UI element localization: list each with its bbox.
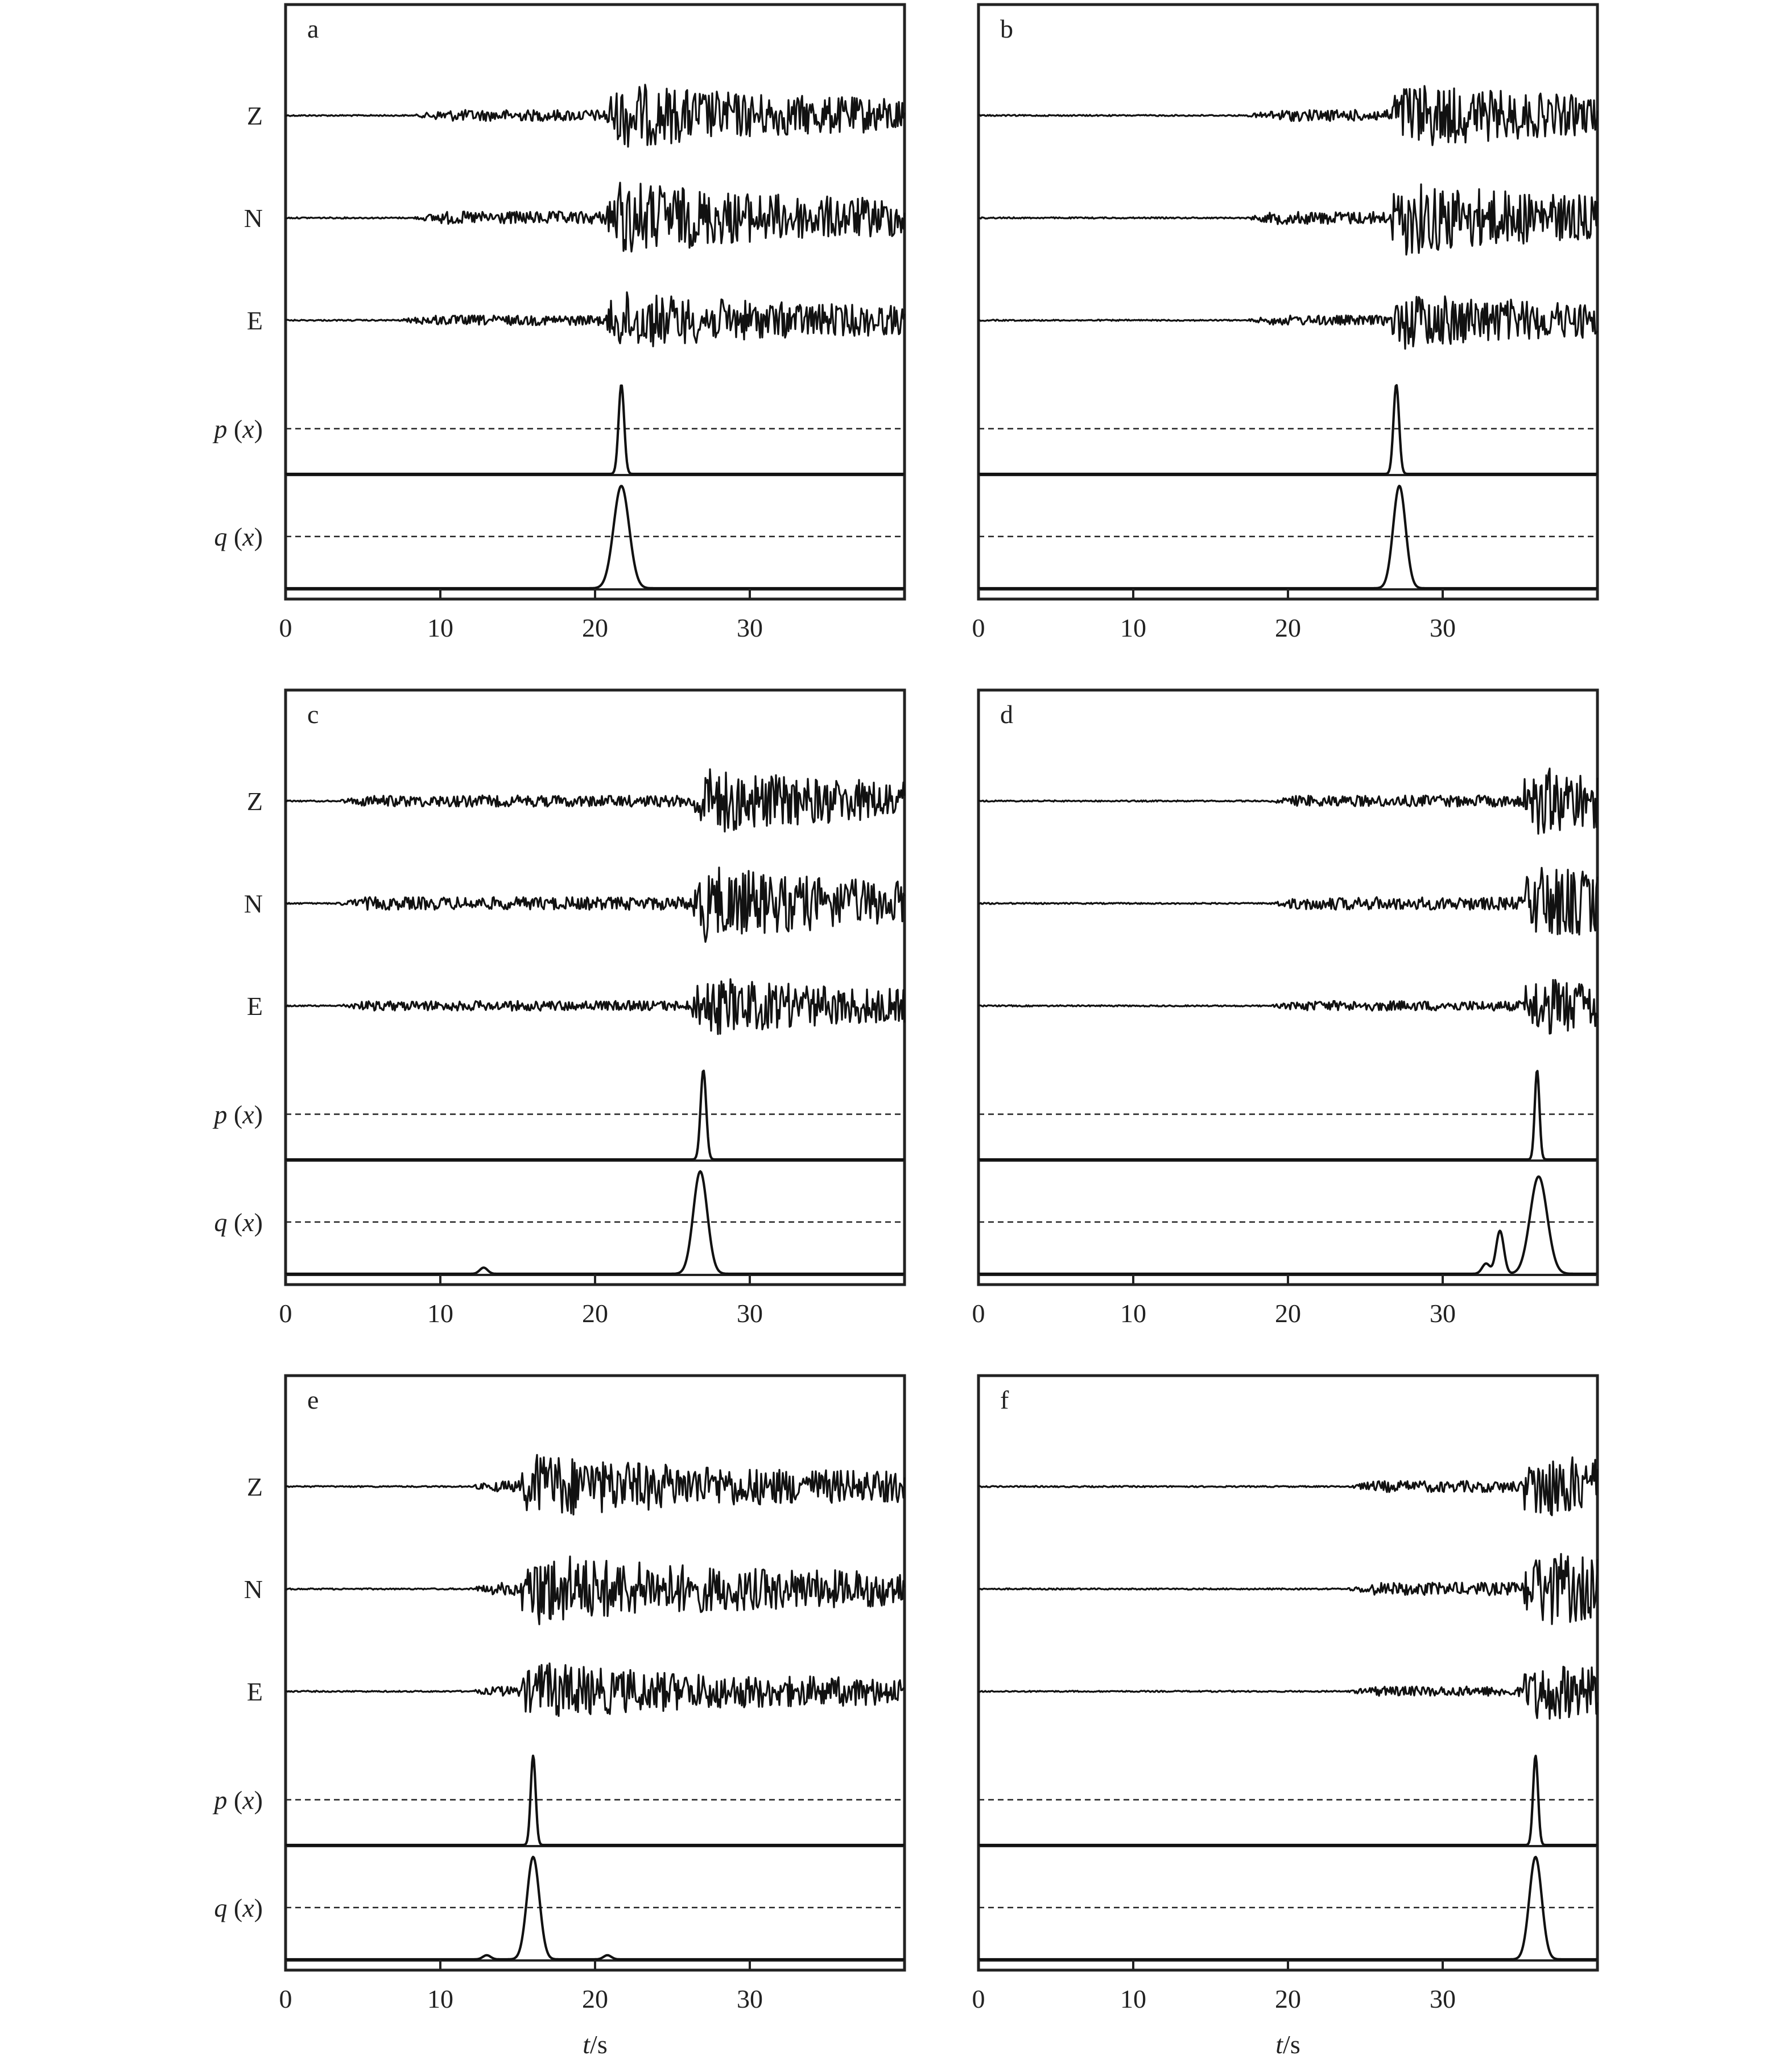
channel-label-Z: Z	[246, 1472, 263, 1501]
waveform-E	[978, 296, 1597, 349]
prob-curve-px	[978, 1071, 1597, 1159]
prob-curve-px	[286, 1071, 905, 1159]
waveform-N	[286, 1557, 905, 1624]
x-tick-label: 0	[279, 1984, 292, 2013]
channel-label-N: N	[243, 204, 263, 233]
panel-b	[972, 5, 1598, 642]
panel-c	[212, 690, 905, 1328]
panel-a	[212, 5, 905, 642]
x-tick-label: 10	[1120, 613, 1146, 642]
x-tick-label: 30	[737, 1299, 763, 1328]
waveform-E	[286, 292, 905, 346]
x-tick-label: 0	[972, 613, 985, 642]
channel-label-E: E	[246, 992, 263, 1021]
panel-letter: d	[1000, 700, 1013, 729]
panel-frame	[286, 5, 905, 599]
x-tick-label: 20	[1275, 1984, 1301, 2013]
waveform-E	[286, 1663, 905, 1716]
waveform-Z	[978, 86, 1597, 145]
waveform-N	[978, 184, 1597, 255]
panel-f	[972, 1376, 1598, 2059]
waveform-N	[978, 1554, 1597, 1624]
waveform-E	[978, 1667, 1597, 1719]
panel-frame	[286, 690, 905, 1285]
x-axis-label: t/s	[1275, 2030, 1300, 2059]
channel-label-E: E	[246, 306, 263, 335]
x-tick-label: 10	[1120, 1984, 1146, 2013]
x-tick-label: 30	[1430, 613, 1456, 642]
waveform-N	[286, 183, 905, 251]
x-tick-label: 20	[582, 613, 608, 642]
x-tick-label: 10	[1120, 1299, 1146, 1328]
panel-frame	[978, 690, 1597, 1285]
x-tick-label: 30	[1430, 1299, 1456, 1328]
prob-curve-qx	[978, 1177, 1597, 1274]
x-tick-label: 20	[1275, 613, 1301, 642]
x-tick-label: 0	[972, 1984, 985, 2013]
x-tick-label: 30	[737, 1984, 763, 2013]
panel-frame	[286, 1376, 905, 1970]
panel-d	[972, 690, 1598, 1328]
prob-curve-px	[286, 386, 905, 474]
x-tick-label: 20	[1275, 1299, 1301, 1328]
x-tick-label: 20	[582, 1984, 608, 2013]
panel-letter: c	[307, 700, 319, 729]
waveform-Z	[286, 1455, 905, 1514]
prob-label: q (x)	[214, 522, 263, 551]
channel-label-N: N	[243, 889, 263, 918]
prob-label: q (x)	[214, 1208, 263, 1237]
x-tick-label: 20	[582, 1299, 608, 1328]
panel-e	[212, 1376, 905, 2059]
x-tick-label: 10	[427, 1984, 453, 2013]
waveform-Z	[978, 1458, 1597, 1516]
panel-letter: b	[1000, 14, 1013, 43]
x-axis-label: t/s	[583, 2030, 608, 2059]
channel-label-Z: Z	[246, 101, 263, 130]
panel-letter: e	[307, 1385, 319, 1414]
prob-label: p (x)	[214, 414, 263, 444]
waveform-N	[286, 868, 905, 942]
waveform-Z	[286, 769, 905, 832]
panel-frame	[978, 1376, 1597, 1970]
waveform-Z	[286, 85, 905, 147]
channel-label-Z: Z	[246, 787, 263, 816]
prob-label: p (x)	[214, 1785, 263, 1815]
waveform-Z	[978, 769, 1597, 834]
waveform-E	[978, 980, 1597, 1034]
channel-label-E: E	[246, 1677, 263, 1706]
channel-label-N: N	[243, 1575, 263, 1604]
x-tick-label: 0	[972, 1299, 985, 1328]
waveform-E	[286, 979, 905, 1034]
panel-letter: a	[307, 14, 319, 43]
prob-curve-px	[978, 385, 1597, 474]
waveform-N	[978, 868, 1597, 935]
x-tick-label: 0	[279, 613, 292, 642]
x-tick-label: 0	[279, 1299, 292, 1328]
x-tick-label: 10	[427, 613, 453, 642]
x-tick-label: 10	[427, 1299, 453, 1328]
x-tick-label: 30	[1430, 1984, 1456, 2013]
panel-frame	[978, 5, 1597, 599]
panel-letter: f	[1000, 1385, 1009, 1414]
prob-label: q (x)	[214, 1893, 263, 1922]
prob-label: p (x)	[214, 1100, 263, 1129]
x-tick-label: 30	[737, 613, 763, 642]
